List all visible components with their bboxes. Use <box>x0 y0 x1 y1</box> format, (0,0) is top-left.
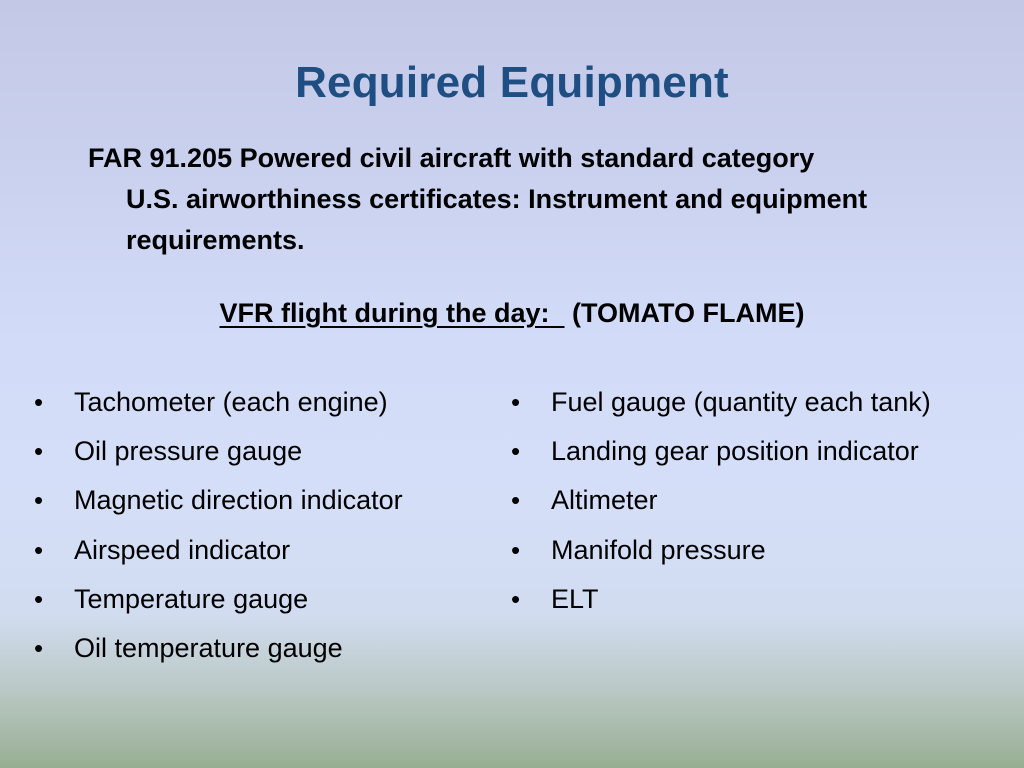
list-item <box>511 577 1011 626</box>
slide-title: Required Equipment <box>295 58 729 107</box>
list-item <box>34 478 504 527</box>
bullet-icon: • <box>34 583 44 614</box>
list-item <box>34 626 504 675</box>
bullet-icon: • <box>511 485 521 516</box>
list-item <box>511 528 1011 577</box>
vfr-mnemonic: (TOMATO FLAME) <box>572 298 805 328</box>
left-equipment-list <box>34 380 504 675</box>
vfr-label: VFR flight during the day: <box>219 298 565 328</box>
bullet-icon: • <box>34 632 44 663</box>
list-item-label: Landing gear position indicator <box>551 436 919 467</box>
list-item <box>511 478 1011 527</box>
list-item-label: Fuel gauge (quantity each tank) <box>551 387 931 417</box>
list-item <box>511 429 1011 478</box>
bullet-icon: • <box>34 436 44 467</box>
regulation-line: U.S. airworthiness certificates: Instrument and equipment <box>126 184 868 214</box>
list-item-label: Airspeed indicator <box>74 534 291 565</box>
bullet-icon: • <box>511 534 521 565</box>
list-item-label: Temperature gauge <box>74 583 309 614</box>
vfr-heading <box>0 298 1024 329</box>
list-item-label: Oil temperature gauge <box>74 632 343 663</box>
bullet-icon: • <box>511 436 521 467</box>
bullet-icon: • <box>34 534 44 565</box>
list-item <box>34 380 504 429</box>
list-item-label: Tachometer (each engine) <box>74 387 388 417</box>
list-item-label: ELT <box>551 583 599 614</box>
list-item <box>34 528 504 577</box>
bullet-icon: • <box>34 485 44 516</box>
list-item <box>34 577 504 626</box>
list-item-label: Altimeter <box>551 485 658 516</box>
bullet-icon: • <box>34 387 44 417</box>
regulation-line: requirements. <box>126 225 305 255</box>
bullet-icon: • <box>511 583 521 614</box>
list-item-label: Manifold pressure <box>551 534 766 565</box>
regulation-text <box>88 138 968 261</box>
list-item-label: Magnetic direction indicator <box>74 485 403 516</box>
regulation-line: FAR 91.205 Powered civil aircraft with standard category <box>88 143 815 173</box>
list-item-label: Oil pressure gauge <box>74 436 303 467</box>
right-equipment-list <box>511 380 1011 626</box>
list-item <box>511 380 1011 429</box>
bullet-icon: • <box>511 387 521 417</box>
list-item <box>34 429 504 478</box>
